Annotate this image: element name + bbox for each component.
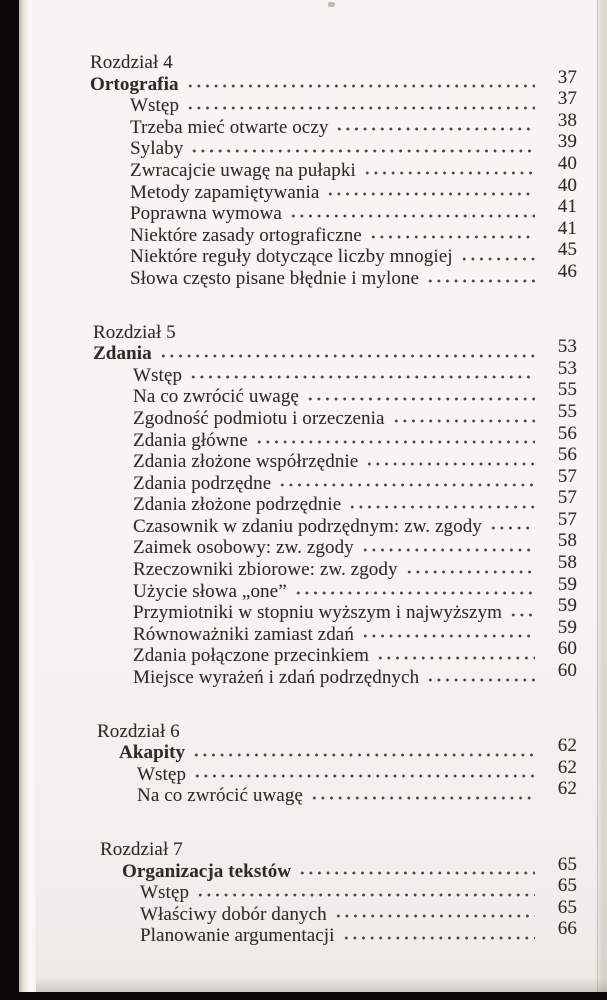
- toc-entry: [93, 552, 577, 581]
- toc-entry-page: 57: [557, 465, 577, 487]
- dot-leader: [460, 246, 535, 268]
- toc-entry: [100, 896, 577, 926]
- toc-entry-page: 46: [557, 260, 577, 282]
- toc-entry-page: 45: [557, 239, 577, 261]
- toc-entry: [93, 422, 577, 452]
- dot-leader: [509, 602, 535, 624]
- dot-leader: [189, 365, 535, 387]
- toc-entry-title: Równoważniki zamiast zdań: [133, 623, 354, 645]
- dot-leader: [361, 537, 535, 559]
- toc-entry-title: Niektóre reguły dotyczące liczby mnogiej: [130, 246, 453, 268]
- toc-entry: [100, 918, 577, 947]
- chapter-label: Rozdział 5: [93, 321, 176, 343]
- toc-chapter: [97, 721, 577, 807]
- table-of-contents: [90, 52, 577, 947]
- dot-leader: [363, 160, 535, 182]
- toc-entry-page: 55: [557, 379, 577, 401]
- toc-entry-page: 37: [557, 88, 577, 110]
- dot-leader: [405, 559, 535, 581]
- toc-entry: [93, 508, 577, 538]
- dot-leader: [278, 473, 535, 495]
- toc-entry: [93, 336, 577, 365]
- dot-leader: [334, 904, 535, 926]
- toc-entry: [93, 616, 577, 646]
- toc-entry-title: Organizacja tekstów: [122, 860, 292, 882]
- toc-entry-page: 59: [557, 595, 577, 617]
- dot-leader: [310, 785, 535, 807]
- toc-entry-title: Niektóre zasady ortograficzne: [130, 224, 362, 246]
- toc-entry: [93, 573, 577, 603]
- dot-leader: [306, 386, 535, 408]
- dot-leader: [186, 95, 535, 117]
- toc-entry: [90, 217, 577, 247]
- toc-entry: [97, 735, 577, 764]
- toc-entry-page: 56: [557, 422, 577, 444]
- toc-entry-page: 65: [557, 875, 577, 897]
- toc-entry-title: Rzeczowniki zbiorowe: zw. zgody: [133, 559, 398, 581]
- toc-entry-page: 38: [557, 109, 577, 131]
- toc-entry-title: Zdania: [93, 343, 152, 365]
- dot-leader: [326, 182, 535, 204]
- dot-leader: [186, 74, 535, 96]
- toc-entry: [90, 131, 577, 160]
- toc-entry: [93, 444, 577, 473]
- toc-entry-title: Przymiotniki w stopniu wyższym i najwyższym: [133, 602, 502, 624]
- toc-entry-page: 41: [557, 196, 577, 218]
- toc-entry: [93, 660, 577, 689]
- toc-entry-page: 58: [557, 530, 577, 552]
- scan-speck: [328, 2, 335, 7]
- toc-entry-title: Poprawna wymowa: [130, 203, 282, 225]
- dot-leader: [489, 516, 535, 538]
- toc-entry: [93, 530, 577, 559]
- toc-entry-title: Ortografia: [90, 73, 179, 95]
- toc-entry-page: 62: [557, 778, 577, 800]
- toc-entry: [93, 379, 577, 408]
- toc-entry-title: Wstęp: [140, 882, 190, 904]
- left-scan-border: [0, 0, 19, 1000]
- chapter-label: Rozdział 6: [97, 720, 180, 742]
- toc-entry-title: Wstęp: [137, 763, 187, 785]
- page-right-edge-line: [597, 0, 598, 1000]
- toc-entry-title: Właściwy dobór danych: [140, 903, 327, 925]
- dot-leader: [361, 624, 535, 646]
- toc-entry-title: Zaimek osobowy: zw. zgody: [133, 537, 354, 559]
- dot-leader: [365, 451, 535, 473]
- toc-entry-title: Metody zapamiętywania: [130, 181, 320, 203]
- dot-leader: [369, 225, 535, 247]
- dot-leader: [192, 742, 535, 764]
- toc-entry-title: Planowanie argumentacji: [140, 925, 335, 947]
- toc-entry-title: Zgodność podmiotu i orzeczenia: [133, 407, 385, 429]
- toc-chapter: [93, 322, 577, 689]
- toc-entry: [90, 260, 577, 290]
- toc-entry-title: Wstęp: [130, 95, 180, 117]
- toc-entry-page: 57: [557, 487, 577, 509]
- toc-entry-title: Zdania podrzędne: [133, 472, 272, 494]
- toc-entry-page: 39: [557, 131, 577, 153]
- dot-leader: [348, 494, 535, 516]
- page-left-edge: [19, 0, 36, 1000]
- chapter-label: Rozdział 4: [90, 52, 173, 73]
- chapter-label: Rozdział 7: [100, 839, 183, 860]
- dot-leader: [289, 203, 535, 225]
- dot-leader: [190, 138, 535, 160]
- toc-entry: [90, 174, 577, 204]
- dot-leader: [298, 861, 535, 883]
- toc-entry: [93, 357, 577, 387]
- toc-entry: [97, 778, 577, 807]
- toc-entry-page: 59: [557, 573, 577, 595]
- toc-entry-title: Zwracajcie uwagę na pułapki: [130, 159, 356, 181]
- toc-entry-title: Słowa często pisane błędnie i mylone: [130, 267, 420, 289]
- toc-entry-page: 57: [557, 508, 577, 530]
- toc-entry-title: Akapity: [119, 742, 186, 764]
- toc-entry-page: 37: [557, 66, 577, 88]
- bottom-scan-border: [0, 992, 607, 1000]
- toc-entry-page: 41: [557, 217, 577, 239]
- toc-entry-title: Zdania złożone współrzędnie: [133, 451, 359, 473]
- toc-entry-title: Zdania połączone przecinkiem: [133, 645, 369, 667]
- toc-entry-title: Trzeba mieć otwarte oczy: [130, 116, 329, 138]
- toc-entry-page: 55: [557, 400, 577, 422]
- toc-entry: [93, 638, 577, 667]
- toc-entry-title: Miejsce wyrażeń i zdań podrzędnych: [133, 667, 420, 689]
- toc-entry: [90, 152, 577, 182]
- toc-entry-page: 65: [557, 853, 577, 875]
- dot-leader: [426, 268, 535, 290]
- toc-chapter: [100, 839, 577, 947]
- page-bottom-shadow: [19, 978, 607, 992]
- dot-leader: [342, 925, 535, 947]
- toc-entry: [93, 595, 577, 624]
- toc-entry-page: 58: [557, 552, 577, 574]
- toc-entry-page: 62: [557, 756, 577, 778]
- toc-entry-page: 53: [557, 357, 577, 379]
- toc-entry: [100, 853, 577, 883]
- toc-entry-page: 60: [557, 638, 577, 660]
- toc-entry-title: Użycie słowa „one”: [133, 580, 287, 602]
- toc-entry-title: Zdania główne: [133, 429, 248, 451]
- toc-entry: [93, 400, 577, 430]
- toc-entry-page: 40: [557, 152, 577, 174]
- dot-leader: [193, 764, 535, 786]
- toc-entry-title: Na co zwrócić uwagę: [133, 386, 299, 408]
- dot-leader: [426, 667, 535, 689]
- toc-entry: [90, 239, 577, 268]
- dot-leader: [294, 581, 535, 603]
- toc-entry: [90, 196, 577, 225]
- dot-leader: [196, 882, 535, 904]
- toc-entry: [90, 88, 577, 117]
- dot-leader: [255, 430, 535, 452]
- dot-leader: [335, 117, 535, 139]
- toc-entry: [93, 465, 577, 495]
- toc-entry-page: 40: [557, 174, 577, 196]
- toc-entry-page: 65: [557, 896, 577, 918]
- toc-entry: [97, 756, 577, 786]
- toc-entry: [90, 66, 577, 96]
- dot-leader: [376, 645, 535, 667]
- toc-chapter: [90, 52, 577, 290]
- toc-entry-title: Sylaby: [130, 138, 184, 160]
- toc-entry: [100, 875, 577, 904]
- toc-entry-page: 66: [557, 918, 577, 940]
- toc-entry: [93, 487, 577, 516]
- toc-entry-page: 60: [557, 660, 577, 682]
- toc-entry-page: 53: [557, 336, 577, 358]
- toc-entry-title: Czasownik w zdaniu podrzędnym: zw. zgody: [133, 515, 482, 537]
- toc-entry-title: Zdania złożone podrzędnie: [133, 494, 342, 516]
- toc-entry-title: Na co zwrócić uwagę: [137, 785, 303, 807]
- toc-entry-page: 56: [557, 444, 577, 466]
- toc-entry-title: Wstęp: [133, 364, 183, 386]
- toc-entry: [90, 109, 577, 139]
- toc-entry-page: 59: [557, 616, 577, 638]
- dot-leader: [392, 408, 535, 430]
- dot-leader: [159, 343, 535, 365]
- toc-entry-page: 62: [557, 735, 577, 757]
